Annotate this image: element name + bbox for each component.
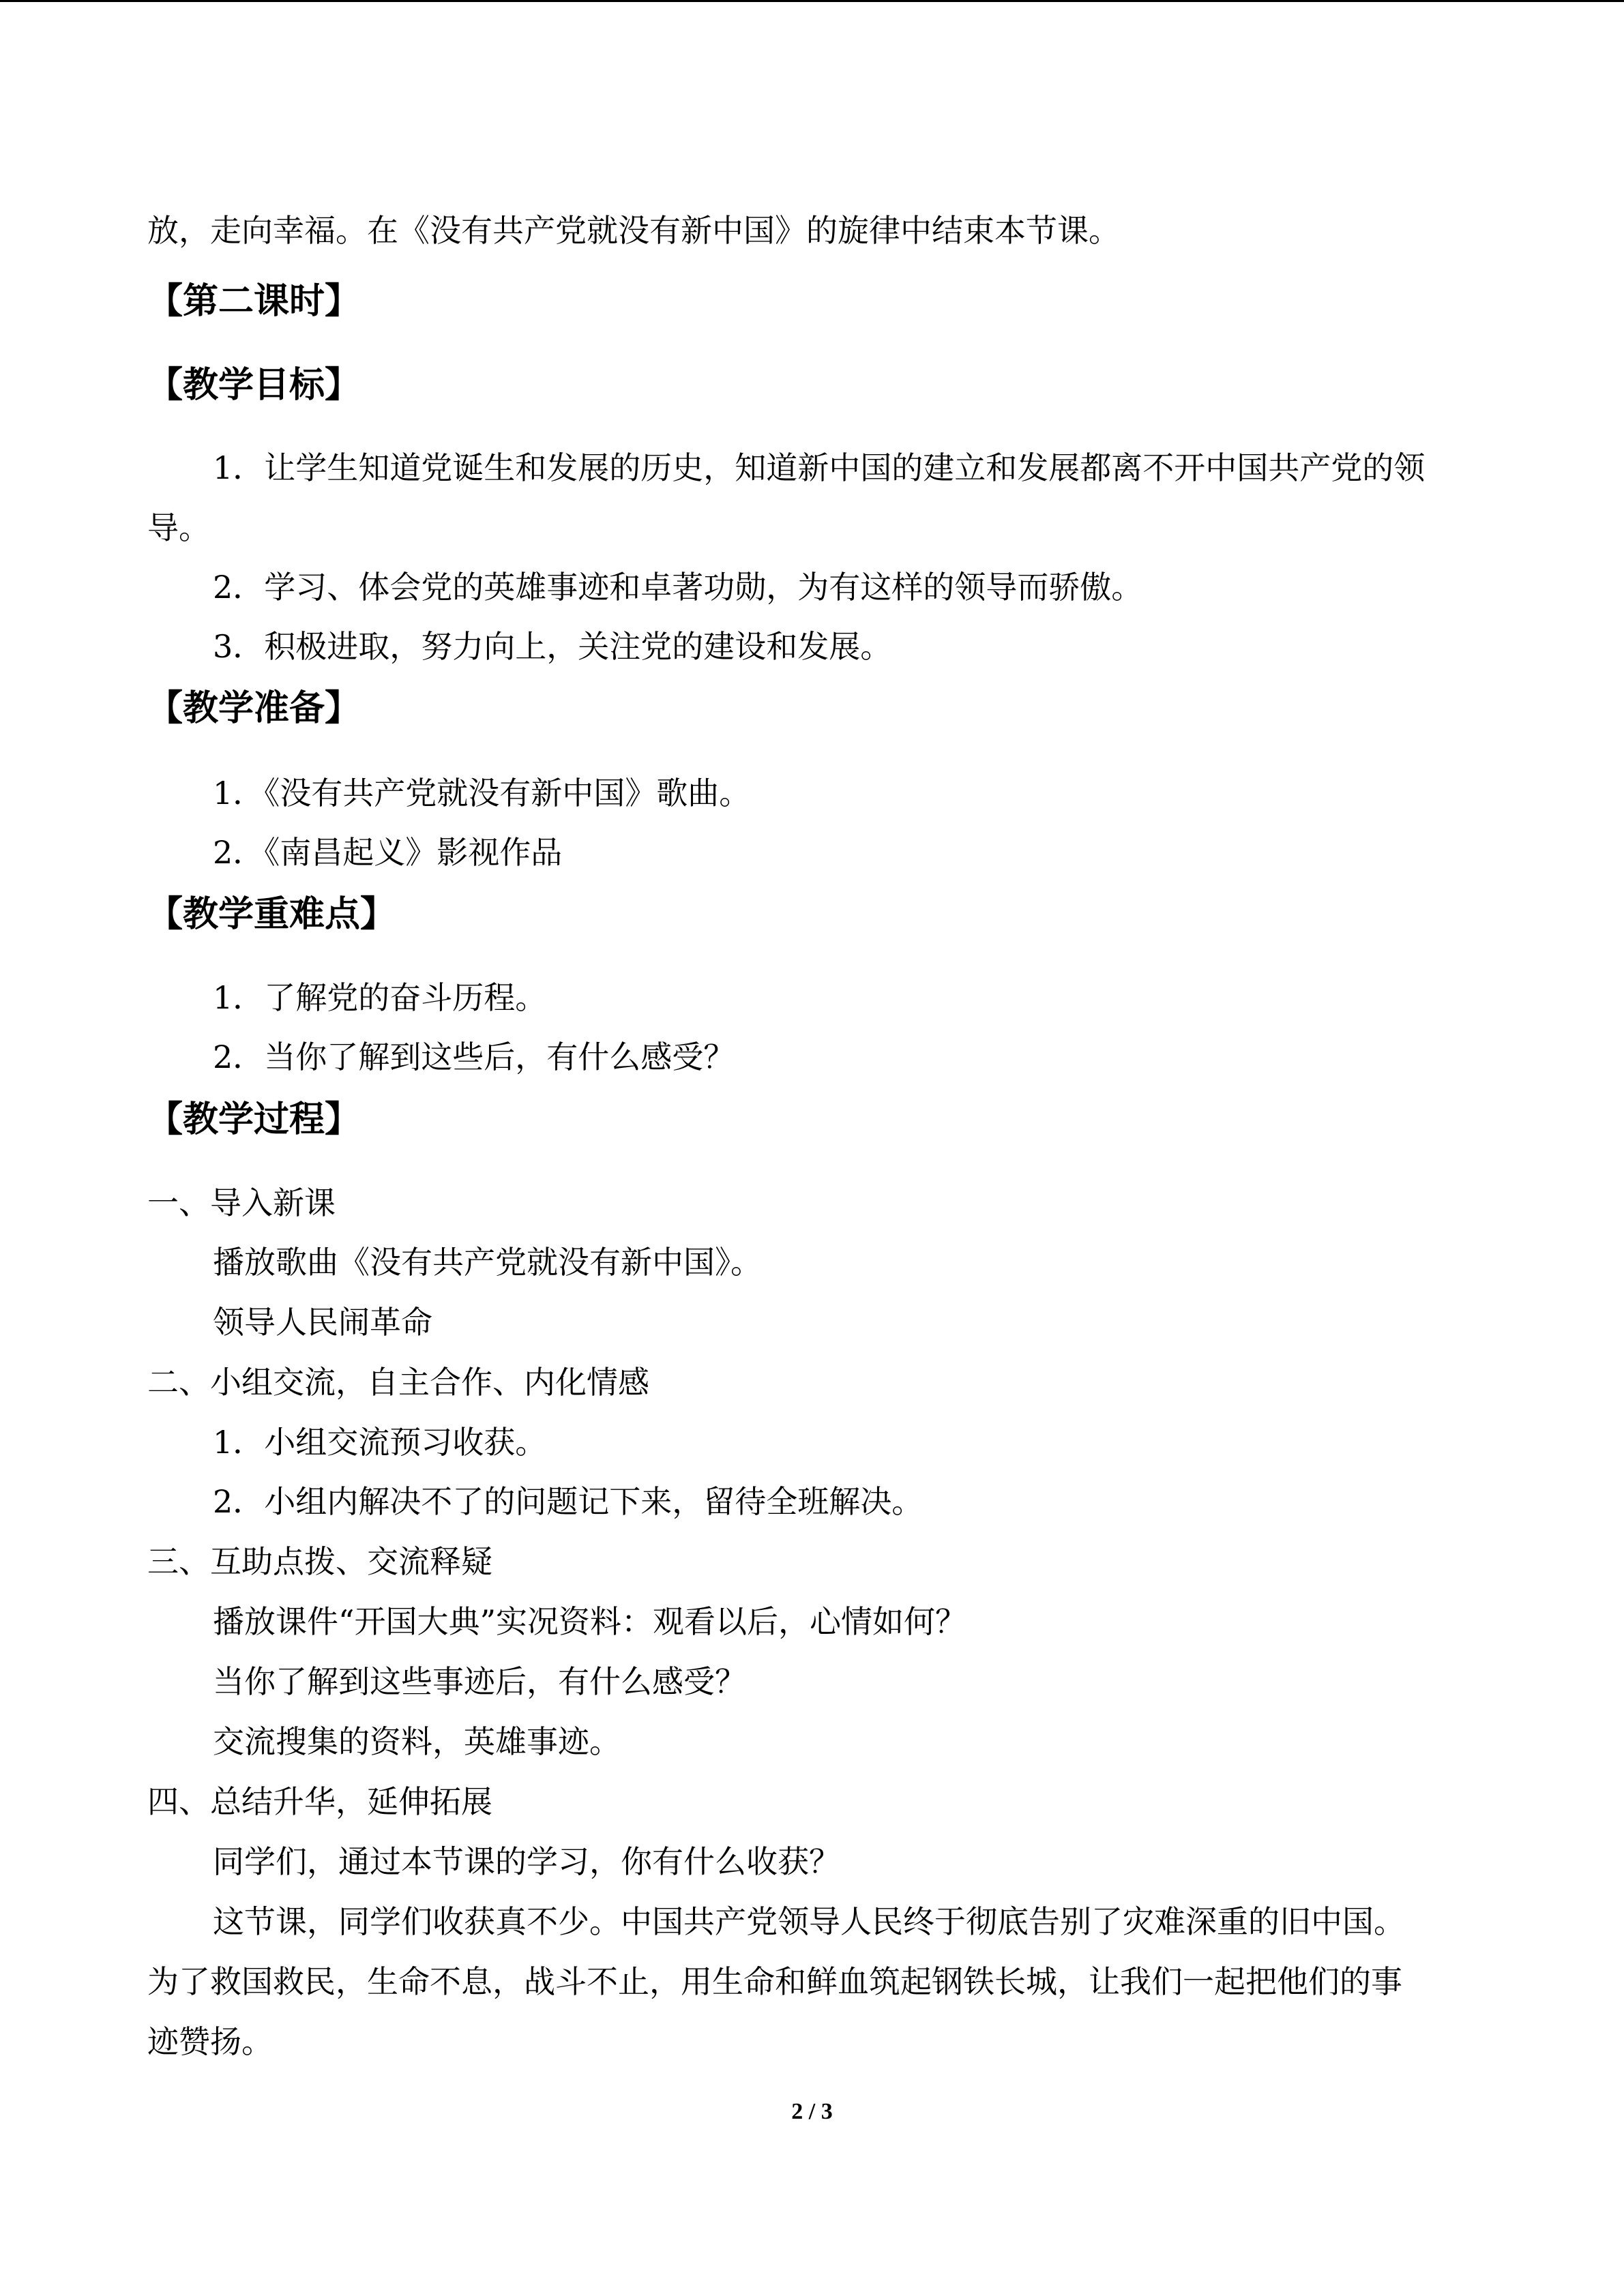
step-heading: 二、小组交流，自主合作、内化情感 (147, 1364, 649, 1401)
paragraph-line: 放，走向幸福。在《没有共产党就没有新中国》的旋律中结束本节课。 (147, 212, 1120, 249)
list-item: 2．当你了解到这些后，有什么感受？ (213, 1039, 735, 1075)
top-border-line (0, 0, 1624, 2)
list-item: 2．学习、体会党的英雄事迹和卓著功勋，为有这样的领导而骄傲。 (213, 569, 1143, 606)
paragraph-line: 迹赞扬。 (147, 2023, 273, 2060)
paragraph-line: 播放课件“开国大典”实况资料：观看以后，心情如何？ (213, 1603, 967, 1640)
list-item: 1．了解党的奋斗历程。 (213, 979, 547, 1016)
paragraph-line: 领导人民闹革命 (213, 1304, 432, 1341)
section-heading-second-lesson: 【第二课时】 (147, 281, 361, 322)
paragraph-line: 同学们，通过本节课的学习，你有什么收获？ (213, 1843, 840, 1880)
section-heading-key-points: 【教学重难点】 (147, 894, 396, 935)
list-item: 2．《南昌起义》影视作品 (213, 834, 563, 871)
step-heading: 三、互助点拨、交流释疑 (147, 1543, 492, 1580)
list-item: 2．小组内解决不了的问题记下来，留待全班解决。 (213, 1483, 924, 1520)
list-item: 1．让学生知道党诞生和发展的历史，知道新中国的建立和发展都离不开中国共产党的领 (213, 449, 1426, 486)
list-item: 3．积极进取，努力向上，关注党的建设和发展。 (213, 628, 892, 665)
list-item: 1．小组交流预习收获。 (213, 1424, 547, 1461)
paragraph-line: 播放歌曲《没有共产党就没有新中国》。 (213, 1244, 762, 1281)
paragraph-line: 导。 (147, 509, 210, 546)
section-heading-process: 【教学过程】 (147, 1099, 361, 1140)
paragraph-line: 这节课，同学们收获真不少。中国共产党领导人民终于彻底告别了灾难深重的旧中国。 (213, 1903, 1405, 1940)
section-heading-objectives: 【教学目标】 (147, 365, 361, 406)
list-item: 1．《没有共产党就没有新中国》歌曲。 (213, 775, 751, 811)
section-heading-preparation: 【教学准备】 (147, 688, 361, 729)
paragraph-line: 为了救国救民，生命不息，战斗不止，用生命和鲜血筑起钢铁长城，让我们一起把他们的事 (147, 1963, 1402, 2000)
paragraph-line: 当你了解到这些事迹后，有什么感受？ (213, 1663, 746, 1700)
page-number: 2 / 3 (791, 2099, 833, 2124)
step-heading: 一、导入新课 (147, 1184, 336, 1221)
paragraph-line: 交流搜集的资料，英雄事迹。 (213, 1723, 621, 1760)
step-heading: 四、总结升华，延伸拓展 (147, 1783, 492, 1820)
